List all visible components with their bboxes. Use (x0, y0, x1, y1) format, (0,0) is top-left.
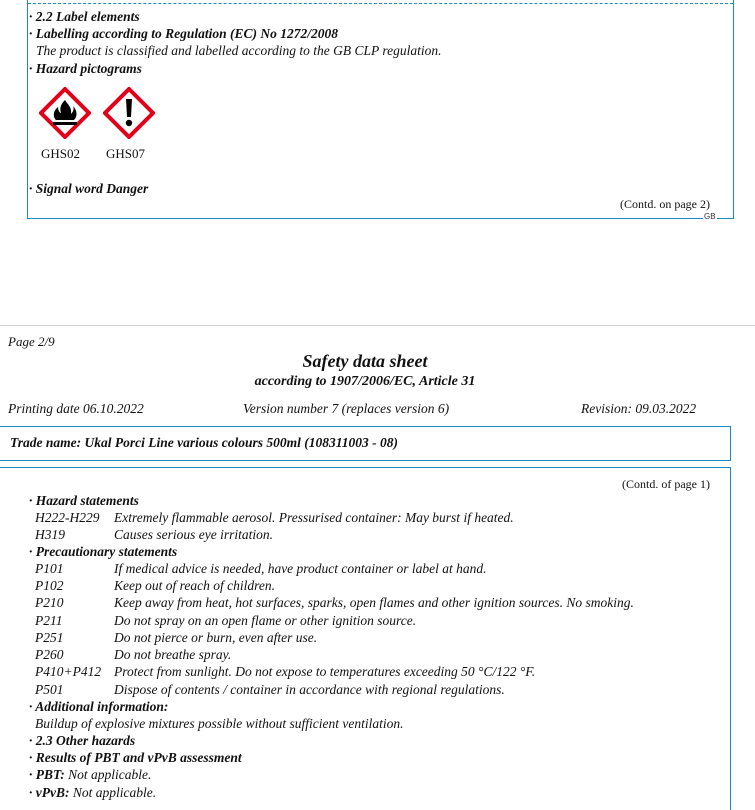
pbt-row (29, 766, 151, 783)
statement-text: Dispose of contents / container in accordance with regional regulations. (114, 682, 505, 697)
dashed-divider (28, 3, 733, 4)
statement-code: P260 (35, 647, 64, 662)
classification-text: The product is classified and labelled according to the GB CLP regulation. (36, 43, 442, 58)
statement-row (35, 560, 487, 577)
statement-row (35, 526, 273, 543)
statement-code: P501 (35, 682, 64, 697)
section-heading: · 2.2 Label elements (29, 9, 140, 24)
statement-text: Extremely flammable aerosol. Pressurised container: May burst if heated. (114, 510, 514, 525)
statement-code: P251 (35, 630, 64, 645)
statement-row (35, 646, 231, 663)
revision-date: Revision: 09.03.2022 (581, 401, 697, 416)
labelling-heading: · Labelling according to Regulation (EC) No 1272/2008 (29, 26, 339, 41)
version-number: Version number 7 (replaces version 6) (243, 401, 450, 416)
document-title: Safety data sheet (302, 351, 428, 371)
trade-name: Trade name: Ukal Porci Line various colours 500ml (108311003 - 08) (10, 435, 398, 450)
statement-text: Protect from sunlight. Do not expose to temperatures exceeding 50 °C/122 °F. (114, 664, 536, 679)
additional-info-heading: · Additional information: (29, 699, 169, 714)
statement-row (35, 594, 634, 611)
statement-row (35, 629, 317, 646)
other-hazards-heading: · 2.3 Other hazards (29, 733, 136, 748)
statement-code: H222-H229 (35, 510, 100, 525)
page-number: Page 2/9 (8, 334, 55, 349)
statement-code: P211 (35, 613, 63, 628)
statement-row (35, 509, 514, 526)
document-subtitle: according to 1907/2006/EC, Article 31 (254, 374, 476, 389)
statement-row (35, 663, 535, 680)
vpvb-value: Not applicable. (72, 785, 157, 800)
statement-code: P410+P412 (35, 664, 102, 679)
pictogram-code: GHS07 (106, 146, 146, 161)
statement-text: Keep away from heat, hot surfaces, sparks, open flames and other ignition sources. No smoking. (114, 595, 634, 610)
hazard-statements-heading: · Hazard statements (29, 493, 139, 508)
pbt-label: · PBT: (29, 767, 65, 782)
pictogram-code: GHS02 (41, 146, 81, 161)
statement-text: Do not pierce or burn, even after use. (114, 630, 318, 645)
statement-code: P210 (35, 595, 64, 610)
statement-text: Do not breathe spray. (114, 647, 232, 662)
exclamation-icon (103, 87, 155, 139)
statement-code: H319 (35, 527, 65, 542)
statement-text: If medical advice is needed, have product container or label at hand. (114, 561, 487, 576)
statement-row (35, 612, 416, 629)
vpvb-label: · vPvB: (29, 785, 70, 800)
signal-word: · Signal word Danger (29, 181, 149, 196)
pbt-assessment-heading: · Results of PBT and vPvB assessment (29, 750, 242, 765)
precautionary-heading: · Precautionary statements (29, 544, 178, 559)
additional-info-text: Buildup of explosive mixtures possible without sufficient ventilation. (35, 716, 404, 731)
flame-icon (39, 87, 91, 139)
vpvb-row (29, 784, 156, 801)
pbt-value: Not applicable. (68, 767, 152, 782)
pictograms-heading: · Hazard pictograms (29, 61, 142, 76)
continued-note: (Contd. on page 2) (620, 197, 710, 211)
statement-code: P101 (35, 561, 64, 576)
statement-row (35, 681, 505, 698)
continued-note: (Contd. of page 1) (622, 477, 710, 491)
statement-text: Keep out of reach of children. (114, 578, 275, 593)
printing-date: Printing date 06.10.2022 (8, 401, 144, 416)
statement-row (35, 577, 275, 594)
country-code: GB (704, 212, 716, 221)
statement-code: P102 (35, 578, 64, 593)
statement-text: Do not spray on an open flame or other ignition source. (114, 613, 417, 628)
page-separator (0, 325, 755, 326)
statement-text: Causes serious eye irritation. (114, 527, 273, 542)
